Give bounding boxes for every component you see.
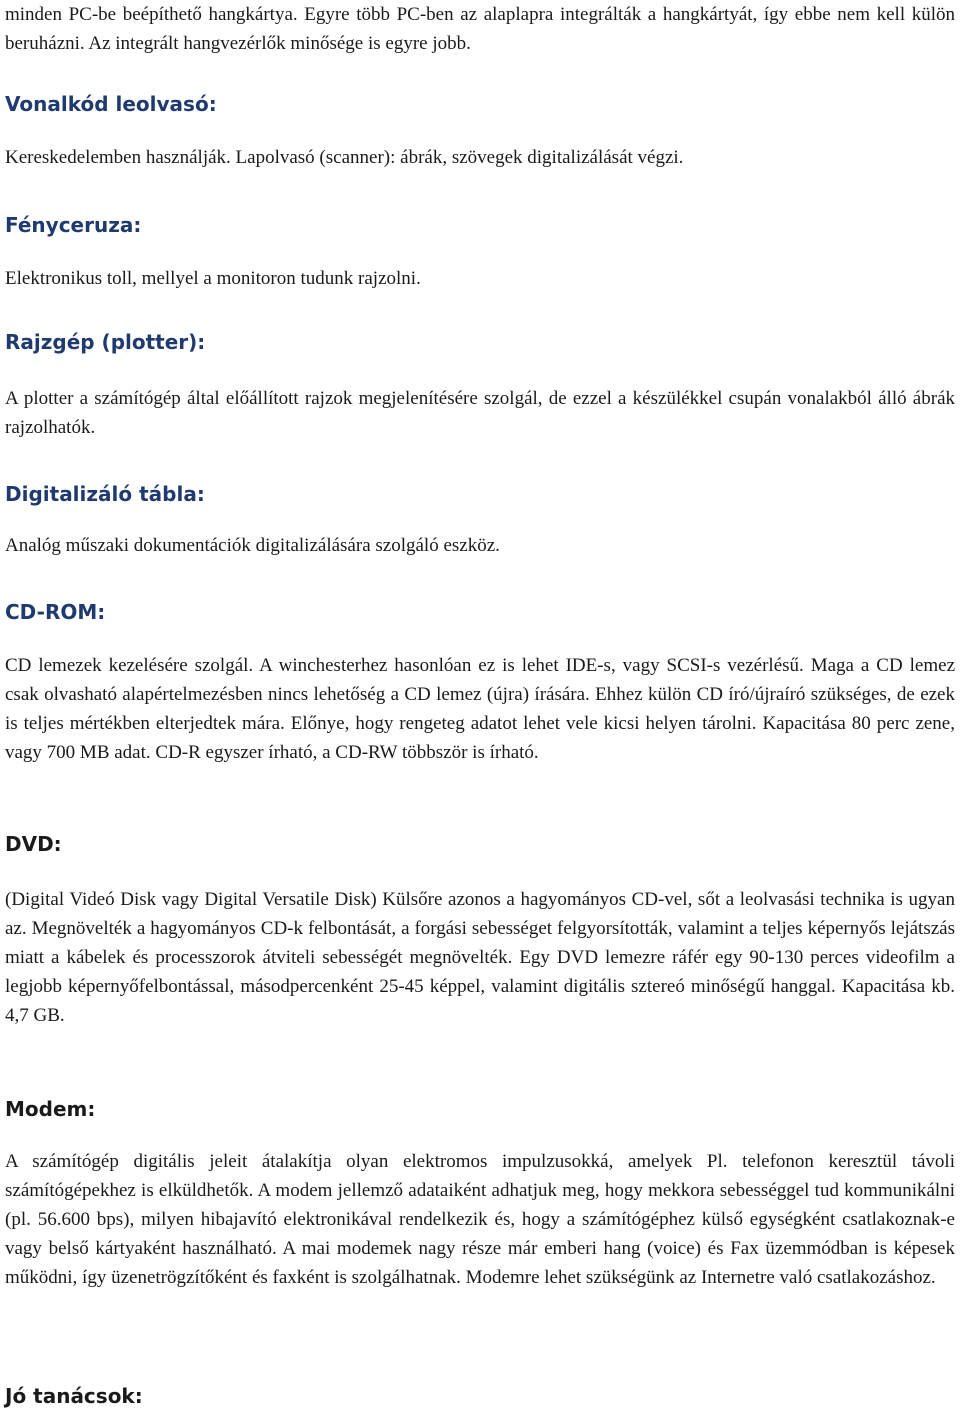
- section-heading-barcode-reader: Vonalkód leolvasó:: [5, 92, 217, 116]
- section-heading-cd-rom: CD-ROM:: [5, 600, 106, 624]
- section-plotter-heading-block: [5, 329, 955, 355]
- section-cdrom-text-block: [5, 651, 955, 767]
- section-modem-text-block: [5, 1147, 955, 1292]
- section-barcode-heading-block: [5, 91, 955, 117]
- intro-paragraph: minden PC-be beépíthető hangkártya. Egyre több PC-ben az alaplapra integrálták a hangkártyát, így ebbe nem kell külön beruházni. Az integrált hangvezérlők minősége is egyre jobb.: [5, 4, 955, 54]
- section-lightpen-heading-block: [5, 212, 955, 238]
- section-heading-light-pen: Fényceruza:: [5, 213, 142, 237]
- section-text-digitizer-tablet: Analóg műszaki dokumentációk digitalizálására szolgáló eszköz.: [5, 535, 500, 556]
- section-text-barcode-reader: Kereskedelemben használják. Lapolvasó (scanner): ábrák, szövegek digitalizálását végzi.: [5, 147, 684, 168]
- section-lightpen-text-block: [5, 264, 955, 293]
- section-plotter-text-block: [5, 384, 955, 442]
- section-text-plotter: A plotter a számítógép által előállított rajzok megjelenítésére szolgál, de ezzel a készülékkel csupán vonalakból álló ábrák rajzolhatók.: [5, 388, 955, 438]
- section-text-cd-rom: CD lemezek kezelésére szolgál. A winchesterhez hasonlóan ez is lehet IDE-s, vagy SCSI-s vezérlésű. Maga a CD lemez csak olvasható alapértelmezésben nincs lehetőség a CD lemez (újra) írására. Ehhez külön CD író/újraíró szükséges, de ezek is teljes mértékben elterjedtek mára. Előnye, hogy rengeteg adatot lehet vele kicsi helyen tárolni. Kapacitása 80 perc zene, vagy 700 MB adat. CD-R egyszer írható, a CD-RW többször is írható.: [5, 655, 955, 763]
- section-text-dvd: (Digital Videó Disk vagy Digital Versatile Disk) Külsőre azonos a hagyományos CD-vel, sőt a leolvasási technika is ugyan az. Megnövelték a hagyományos CD-k felbontását, a forgási sebességet felgyorsították, valamint a teljes képernyős lejátszás miatt a kábelek és processzorok átviteli sebességét megnövelték. Egy DVD lemezre ráfér egy 90-130 perces videofilm a legjobb képernyőfelbontással, másodpercenként 25-45 képpel, valamint digitális sztereó minőségű hanggal. Kapacitása kb. 4,7 GB.: [5, 889, 955, 1026]
- section-heading-digitizer-tablet: Digitalizáló tábla:: [5, 482, 205, 506]
- section-text-modem: A számítógép digitális jeleit átalakítja olyan elektromos impulzusokká, amelyek Pl. telefonon keresztül távoli számítógépekhez is elküldhetők. A modem jellemző adataiként adhatjuk meg, hogy mekkora sebességgel tud kommunikálni (pl. 56.600 bps), milyen hibajavító elektronikával rendelkezik és, hogy a számítógéphez külső egységként csatlakoznak-e vagy belső kártyaként használható. A mai modemek nagy része már emberi hang (voice) és Fax üzemmódban is képesek működni, így üzenetrögzítőként és faxként is szolgálhatnak. Modemre lehet szükségünk az Internetre való csatlakozáshoz.: [5, 1151, 955, 1288]
- section-cdrom-heading-block: [5, 599, 955, 625]
- section-tips-heading-block: [5, 1383, 955, 1409]
- section-digitizer-heading-block: [5, 481, 955, 507]
- section-dvd-heading-block: [5, 831, 955, 857]
- section-heading-plotter: Rajzgép (plotter):: [5, 330, 206, 354]
- section-dvd-text-block: [5, 885, 955, 1030]
- section-barcode-text-block: [5, 143, 955, 172]
- section-heading-modem: Modem:: [5, 1097, 96, 1121]
- section-heading-dvd: DVD:: [5, 832, 62, 856]
- section-modem-heading-block: [5, 1096, 955, 1122]
- intro-paragraph-block: [5, 0, 955, 58]
- section-digitizer-text-block: [5, 531, 955, 560]
- section-text-light-pen: Elektronikus toll, mellyel a monitoron tudunk rajzolni.: [5, 268, 421, 289]
- section-heading-good-tips: Jó tanácsok:: [5, 1384, 143, 1408]
